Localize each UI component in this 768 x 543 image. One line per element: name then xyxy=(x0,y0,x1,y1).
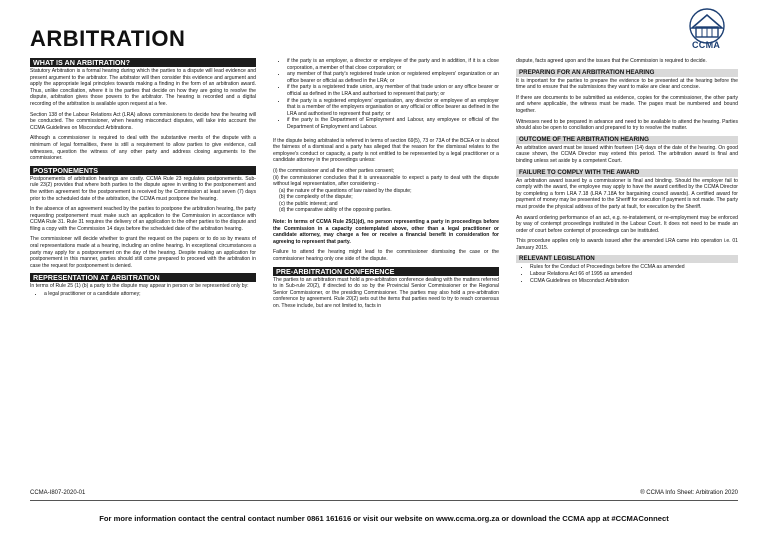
list-item: • Rules for the Conduct of Proceedings before the CCMA as amended xyxy=(530,264,738,271)
postponements-paragraph: Postponements of arbitration hearings are costly. CCMA Rule 23 regulates postponements. Sub-rule 23(2) provides that where both parties to the dispute agree in writing to the postponement and the written agreement for the postponement is received by the Commission at least seven (7) days prior to the scheduled date of the arbitration, the CCMA must postpone the hearing. xyxy=(30,175,256,202)
what-paragraph: Statutory Arbitration is a formal hearing during which the parties to a dispute will lead evidence and present argument to the arbitrator. The arbitrator will then consider this evidence and argument and apply the appropriate legal principles towards making a finding in the form of an arbitration award. Thus, unlike conciliation, where it is the parties that decide on how they are going to resolve the dispute, arbitration gives those powers to the arbitrator. The hearing is recorded and a digital recording of the arbitration is available upon request at a fee. xyxy=(30,68,256,107)
preparing-paragraph: If there are documents to be submitted as evidence, copies for the commissioner, the other party and where applicable, the witness must be made. The pages must be numbered and bound together. xyxy=(516,94,738,114)
attendance-paragraph: Failure to attend the hearing might lead to the commissioner dismissing the case or the commissioner hearing only one side of the dispute. xyxy=(273,249,499,263)
list-item: • Labour Relations Act 66 of 1995 as amended xyxy=(530,271,738,278)
preparing-heading: PREPARING FOR AN ARBITRATION HEARING xyxy=(516,69,738,77)
representation-heading: REPRESENTATION AT ARBITRATION xyxy=(30,273,256,282)
preparing-paragraph: Witnesses need to be prepared in advance and need to be available to attend the hearing. Parties should also be open to conciliation and prepared to try to resolve the matter. xyxy=(516,118,738,132)
preparing-paragraph: It is important for the parties to prepare the evidence to be presented at the hearing before the time and to ensure that the submissions they want to make are clear and concise. xyxy=(516,77,738,91)
contact-line: For more information contact the central contact number 0861 161616 or visit our website on www.ccma.org.za or download the CCMA app at #CCMAConnect xyxy=(99,514,669,523)
list-item: • a legal practitioner or a candidate attorney; xyxy=(44,291,256,298)
document-code: CCMA-I807-2020-01 xyxy=(30,490,86,496)
what-heading: WHAT IS AN ARBITRATION? xyxy=(30,58,256,67)
list-item: • if the party is an employer, a director or employee of the party and in addition, if it is a close corporation, a member of that close corporation; or xyxy=(287,58,499,71)
outcome-paragraph: An arbitration award must be issued within fourteen (14) days of the date of the hearing. On good cause shown, the CCMA Director may extend this period. The arbitration award is final and binding unless set aside by a competent Court. xyxy=(516,144,738,164)
legislation-heading: RELEVANT LEGISLATION xyxy=(516,255,738,263)
postponements-paragraph: In the absence of an agreement reached by the parties to postpone the arbitration hearing, the party requesting postponement must make such an application to the Commission in accordance with CCMA Rule 31. Rule 31 requires the delivery of an application to the other parties to the dispute and filing a copy with the Commission 14 days before the scheduled date of the arbitration hearing. xyxy=(30,206,256,232)
condition-subitem: (c) the public interest; and xyxy=(279,200,338,207)
list-item: • if the party is a registered employers' organisation, any director or employee of an employer that is a member of the employers organisation or any official or office bearer as defined in the LRA and authorised to represent that party; or xyxy=(287,98,499,118)
representation-paragraph: If the dispute being arbitrated is referred in terms of section 69(5), 73 or 73A of the BCEA or is about the fairness of a dismissal and a party has alleged that the reason for the dismissal relates to the employee's conduct or capacity, a party is not entitled to be represented by a legal practitioner or a candidate attorney in the proceedings unless: xyxy=(273,137,499,164)
condition-item: (i) the commissioner and all the other parties consent; xyxy=(273,167,395,174)
list-item: • if the party is the Department of Employment and Labour, any employee or official of the Department of Employment and Labour. xyxy=(287,117,499,130)
logo-name: CCMA xyxy=(692,40,721,50)
condition-item: (ii) the commissioner concludes that it is unreasonable to expect a party to deal with the dispute without legal representation, after considering - xyxy=(273,174,499,188)
page-title: ARBITRATION xyxy=(30,26,186,51)
list-item: • if the party is a registered trade union, any member of that trade union or any office bearer or official as defined in the LRA and authorised to represent that party; or xyxy=(287,84,499,97)
postponements-heading: POSTPONEMENTS xyxy=(30,166,256,175)
fee-note: Note: In terms of CCMA Rule 25(1)(d), no person representing a party in proceedings before the Commission in a capacity contemplated above, other than a legal practitioner or candidate attorney, may charge a fee or receive a financial benefit in consideration for agreeing to represent that party. xyxy=(273,219,499,245)
representation-list-continued xyxy=(273,58,499,131)
condition-subitem: (b) the complexity of the dispute; xyxy=(279,194,353,201)
copyright: ® CCMA Info Sheet: Arbitration 2020 xyxy=(640,490,738,496)
failure-paragraph: An arbitration award issued by a commissioner is final and binding. Should the employer fail to comply with the award, the employee may apply to have the award certified by the CCMA Director by completing a form LRA 7.18 (LRA 7.18A for bargaining council awards). A certified award for payment of money may be presented to the Sheriff for execution if payment is not made. The party must provide the physical address of the party at fault, for execution by the Sheriff. xyxy=(516,177,738,210)
list-item: • CCMA Guidelines on Misconduct Arbitration xyxy=(530,278,738,285)
representation-paragraph: In terms of Rule 25 (1) (b) a party to the dispute may appear in person or be represented only by: xyxy=(30,283,249,290)
failure-heading: FAILURE TO COMPLY WITH THE AWARD xyxy=(516,169,738,177)
column-1 xyxy=(30,58,256,302)
pre-arbitration-paragraph: The parties to an arbitration must hold a pre-arbitration conference dealing with the matters referred to in Sub-rule 20(2), if directed to do so by the Provincial Senior Commissioner or the Regional Senior Commissioner, or the presiding Commissioner. The parties may also hold a pre-arbitration conference by agreement. Rule 20(2) sets out the items that parties need to try to reach consensus on. These include, but are not limited to, facts in xyxy=(273,276,499,309)
what-paragraph: Although a commissioner is required to deal with the substantive merits of the dispute with a minimum of legal formalities, there is still a requirement to allow parties to give evidence, call witnesses, question the witness of any other party and address closing arguments to the commissioner. xyxy=(30,135,256,162)
postponements-paragraph: The commissioner will decide whether to grant the request on the papers or to do so by means of oral representations made at a hearing, including an online hearing. In exceptional circumstances a party may apply for a postponement on the day of the hearing. Despite making an application for postponement in this manner, parties should still come prepared to proceed with the arbitration in case the request for postponement is denied. xyxy=(30,236,256,269)
column-2 xyxy=(273,58,499,314)
list-item: • any member of that party's registered trade union or registered employers' organization or an office bearer or official as defined in the LRA; or xyxy=(287,71,499,84)
representation-list xyxy=(30,291,256,298)
condition-subitem: (a) the nature of the questions of law raised by the dispute; xyxy=(279,187,412,194)
outcome-heading: OUTCOME OF THE ARBITRATION HEARING xyxy=(516,136,738,144)
pre-arbitration-paragraph-continued: dispute, facts agreed upon and the issues that the Commission is required to decide. xyxy=(516,58,707,64)
footer-divider xyxy=(30,500,738,501)
legislation-list xyxy=(516,264,738,284)
failure-paragraph: This procedure applies only to awards issued after the amended LRA came into operation i.e. 01 January 2015. xyxy=(516,238,738,251)
what-paragraph: Section 138 of the Labour Relations Act (LRA) allows commissioners to decide how the hearing will be conducted. The commissioner, when hearing misconduct disputes, will take into account the CCMA Guidelines on Misconduct Arbitrations. xyxy=(30,111,256,131)
condition-subitem: (d) the comparative ability of the opposing parties. xyxy=(279,207,392,214)
column-3 xyxy=(516,58,738,288)
failure-paragraph: An award ordering performance of an act, e.g. re-instatement, or re-employment may be enforced by way of contempt proceedings instituted in the Labour Court. It does not need to be made an order of court before contempt of proceedings can be instituted. xyxy=(516,214,738,234)
pre-arbitration-heading: PRE-ARBITRATION CONFERENCE xyxy=(273,267,499,276)
